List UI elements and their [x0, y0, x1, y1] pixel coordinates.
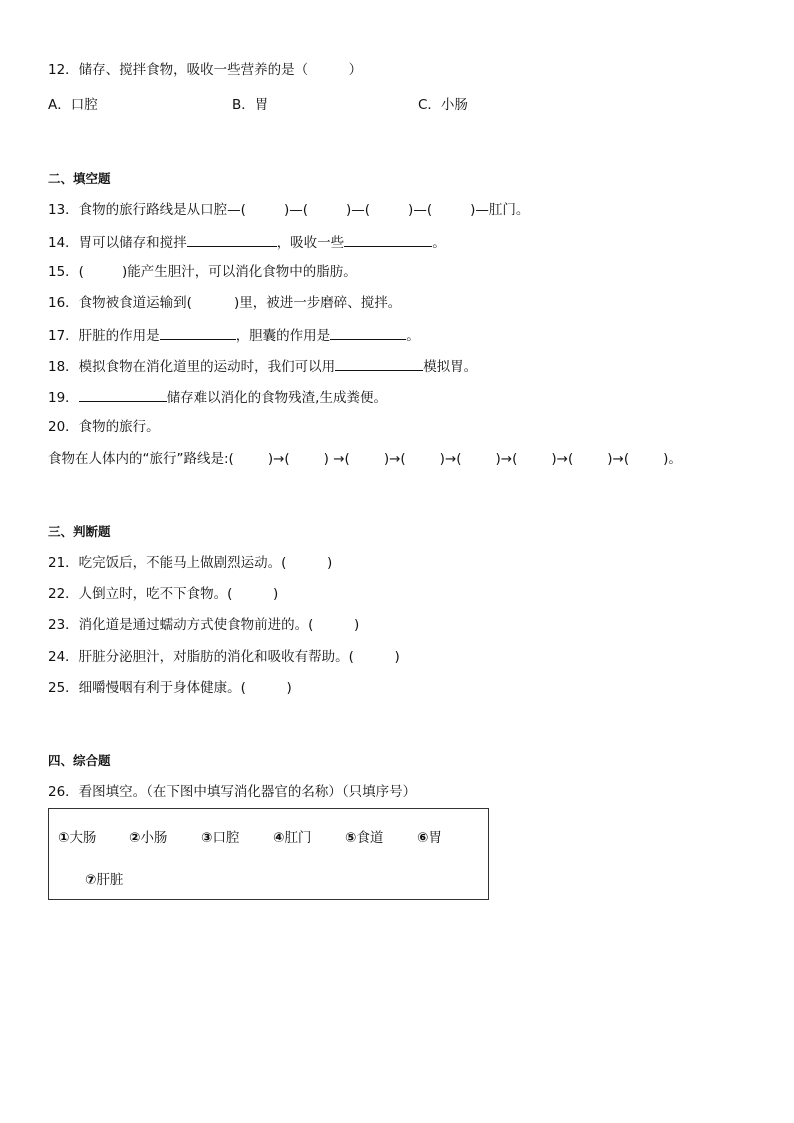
option-a[interactable]: A．口腔 [48, 97, 98, 113]
question-19: 19． 储存难以消化的食物残渣,生成粪便。 [48, 387, 387, 407]
question-20-stem: 20．食物的旅行。 [48, 419, 160, 435]
organ-list-box [48, 808, 489, 900]
answer-blank[interactable] [330, 325, 406, 340]
organ-item-5: ⑤食道 [345, 830, 384, 846]
answer-blank[interactable] [79, 387, 167, 402]
question-12-options [48, 96, 748, 114]
question-14: 14．胃可以储存和搅拌 ，吸收一些 。 [48, 232, 446, 252]
question-12-stem: 12．储存、搅拌食物，吸收一些营养的是（ ） [48, 62, 363, 78]
question-23: 23．消化道是通过蠕动方式使食物前进的。( ) [48, 617, 360, 633]
organ-item-2: ②小肠 [129, 830, 168, 846]
question-21: 21．吃完饭后，不能马上做剧烈运动。( ) [48, 555, 333, 571]
question-13: 13．食物的旅行路线是从口腔—( )—( )—( )—( )—肛门。 [48, 202, 530, 218]
answer-blank[interactable] [344, 232, 432, 247]
question-15: 15．( )能产生胆汁，可以消化食物中的脂肪。 [48, 264, 357, 280]
section-judgement-title: 三、判断题 [48, 524, 111, 539]
section-comprehensive-title: 四、综合题 [48, 753, 111, 768]
answer-blank[interactable] [335, 356, 423, 371]
organ-item-1: ①大肠 [58, 830, 97, 846]
question-16: 16．食物被食道运输到( )里，被进一步磨碎、搅拌。 [48, 295, 402, 311]
organ-item-3: ③口腔 [201, 830, 240, 846]
question-22: 22．人倒立时，吃不下食物。( ) [48, 586, 279, 602]
answer-blank[interactable] [160, 325, 236, 340]
organ-item-6: ⑥胃 [417, 830, 442, 846]
answer-blank[interactable] [187, 232, 277, 247]
question-18: 18．模拟食物在消化道里的运动时，我们可以用 模拟胃。 [48, 356, 477, 376]
option-b[interactable]: B．胃 [232, 97, 269, 113]
question-17: 17．肝脏的作用是 ，胆囊的作用是 。 [48, 325, 420, 345]
question-25: 25．细嚼慢咽有利于身体健康。( ) [48, 680, 292, 696]
option-c[interactable]: C．小肠 [418, 97, 468, 113]
question-20-route: 食物在人体内的“旅行”路线是:( )→( ) →( )→( )→( )→( )→( )→( )。 [48, 451, 682, 467]
organ-item-7: ⑦肝脏 [85, 872, 124, 888]
question-26-stem: 26．看图填空。（在下图中填写消化器官的名称）（只填序号） [48, 784, 417, 800]
section-fill-blank-title: 二、填空题 [48, 171, 111, 186]
question-24: 24．肝脏分泌胆汁，对脂肪的消化和吸收有帮助。( ) [48, 649, 400, 665]
organ-item-4: ④肛门 [273, 830, 312, 846]
